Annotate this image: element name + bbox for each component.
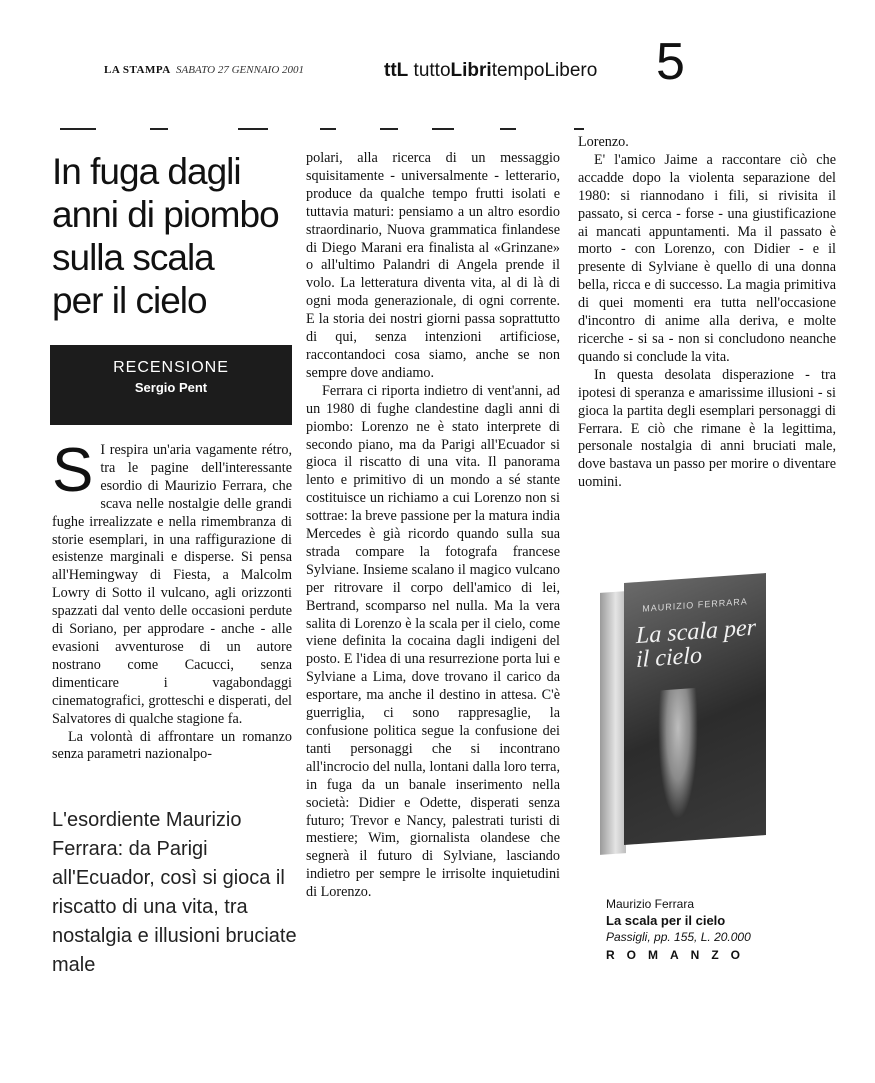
caption-title: La scala per il cielo: [606, 913, 726, 928]
book-caption: [606, 896, 806, 963]
article-paragraph: In questa desolata disperazione - tra ipotesi di speranza e amarissime illusioni - si gioca la partita degli esemplari personaggi di Ferrara. E ciò che rimane è la legittima, personale nostalgia di anni bruciati male, dove bastava un passo per morire o diventare uomini.: [578, 366, 836, 491]
article-paragraph: La volontà di affrontare un romanzo senza parametri nazionalpo-: [52, 728, 292, 763]
article-column-1: [52, 436, 292, 764]
review-label: RECENSIONE: [113, 359, 229, 376]
section-suffix: tempoLibero: [491, 60, 598, 81]
masthead: [104, 33, 824, 100]
section-prefix: tutto: [408, 60, 451, 81]
issue-date: SABATO 27 GENNAIO 2001: [176, 64, 305, 76]
review-box: [50, 345, 292, 425]
divider: [150, 128, 168, 130]
paragraph-text: I respira un'aria vagamente rétro, tra le pagine dell'interessante esordio di Maurizio Ferrara, che scava nelle nostalgie delle grandi fughe irrealizzate e nella rimembranza di storie esemplari, in una raffigurazione di esistenze marginali e disperse. Si pensa all'Hemingway di Fiesta, a Malcolm Lowry di Sotto il vulcano, agli orizzonti spazzati dal vento delle occasioni perdute di Soriano, per approdare - anche - alle evasioni avventurose di un autore nostrano come Cacucci, senza dimenticare i vagabondaggi cinematografici, grotteschi e disperati, del Salvatores di qualche stagione fa.: [52, 442, 292, 727]
divider: [432, 128, 454, 130]
headline: [52, 150, 302, 322]
book-cover-image: [600, 578, 775, 863]
section-title: [384, 60, 597, 82]
article-paragraph: Ferrara ci riporta indietro di vent'anni, ad un 1980 di fughe clandestine dagli anni di piombo: Lorenzo ne è stato interprete di secondo piano, ma da Parigi all'Ecuador si gioca il riscatto di una vita. Il panorama lento e primitivo di un mondo a sé stante costituisce un richiamo a cui Lorenzo non si sottrae: la breve passione per la matura india Mercedes è già ricordo quando sulla sua strada compare la fotografa francese Sylviane. Insieme scalano il magico vulcano per ritrovare il corpo dell'amico di lei, Bertrand, scomparso nel nulla. Ma la vera salita di Lorenzo è la scala per il cielo, come viene definita la cocaina dagli indigeni del posto. E l'idea di una resurrezione porta lui e Sylviane a Lima, dove trovano il carico da esportare, ma anche il destino in attesa. C'è guerriglia, ci sono rappresaglie, la confusione politica segue la confusione dei tanti personaggi che si incontrano all'incrocio del nulla, lontani dalla loro terra, in fuga da un banale inserimento nella società: Didier e Odette, disperati senza futuro; Trevor e Nancy, palestrati turisti di mestiere; Wim, giornalista olandese che segnerà il futuro di Sylviane, lasciando indietro per sempre le irrisolte inquietudini di Lorenzo.: [306, 382, 560, 901]
article-column-2: [306, 150, 560, 902]
headline-line: sulla scala: [52, 237, 214, 278]
headline-line: In fuga dagli: [52, 151, 241, 192]
caption-genre: ROMANZO: [606, 948, 752, 962]
article-paragraph: [52, 436, 292, 729]
divider: [238, 128, 268, 130]
divider: [500, 128, 516, 130]
article-paragraph: E' l'amico Jaime a raccontare ciò che accadde dopo la violenta separazione del 1980: si riannodano i fili, si rivisita il passato, si cerca - forse - una giustificazione ai mancati appuntamenti. Ma il passato è morto - con Lorenzo, con Didier - e il presente di Sylviane è quello di una donna bella, ricca e di successo. La magia primitiva di quei momenti era tutta nell'occasione d'incontro di anime alla deriva, e molte ricerche - si sa - non si concludono neanche quando si conclude la vita.: [578, 151, 836, 365]
article-paragraph: Lorenzo.: [578, 134, 629, 150]
cover-title: La scala per il cielo: [636, 614, 756, 674]
cover-author: MAURIZIO FERRARA: [642, 596, 748, 614]
divider: [320, 128, 336, 130]
headline-line: per il cielo: [52, 280, 207, 321]
divider: [574, 128, 584, 130]
statue-figure: [658, 688, 698, 821]
divider: [380, 128, 398, 130]
book-spine: [600, 591, 626, 855]
newspaper-name: LA STAMPA: [104, 64, 171, 76]
section-ttl: ttL: [384, 60, 409, 81]
pull-quote: L'esordiente Maurizio Ferrara: da Parigi all'Ecuador, così si gioca il riscatto di una vita, tra nostalgia e illusioni bruciate male: [52, 809, 297, 976]
page-number: 5: [656, 33, 685, 91]
review-author: Sergio Pent: [134, 380, 208, 395]
section-bold: Libri: [450, 60, 492, 81]
caption-author: Maurizio Ferrara: [606, 897, 695, 911]
book-front: [624, 573, 766, 845]
article-paragraph: polari, alla ricerca di un messaggio squisitamente - universalmente - letterario, produce da qualche tempo frutti isolati e tuttavia maturi: pensiamo a un altro esordio straordinario, Nuova grammatica finlandese di Diego Marani era finalista al «Grinzane» o all'ultimo Palandri di Angela prende il volo. La letteratura diventa vita, al di là di ogni moda generazionale, di ogni corrente. E la storia dei nostri giorni passa soprattutto di qui, senza intenzioni artificiose, raccontandoci cosa siamo, anche se non sempre dove andiamo.: [306, 150, 560, 381]
article-column-3: [578, 134, 836, 492]
caption-publisher: Passigli, pp. 155, L. 20.000: [606, 930, 751, 944]
drop-cap: S: [52, 436, 94, 505]
headline-line: anni di piombo: [52, 194, 279, 235]
divider: [60, 128, 96, 130]
